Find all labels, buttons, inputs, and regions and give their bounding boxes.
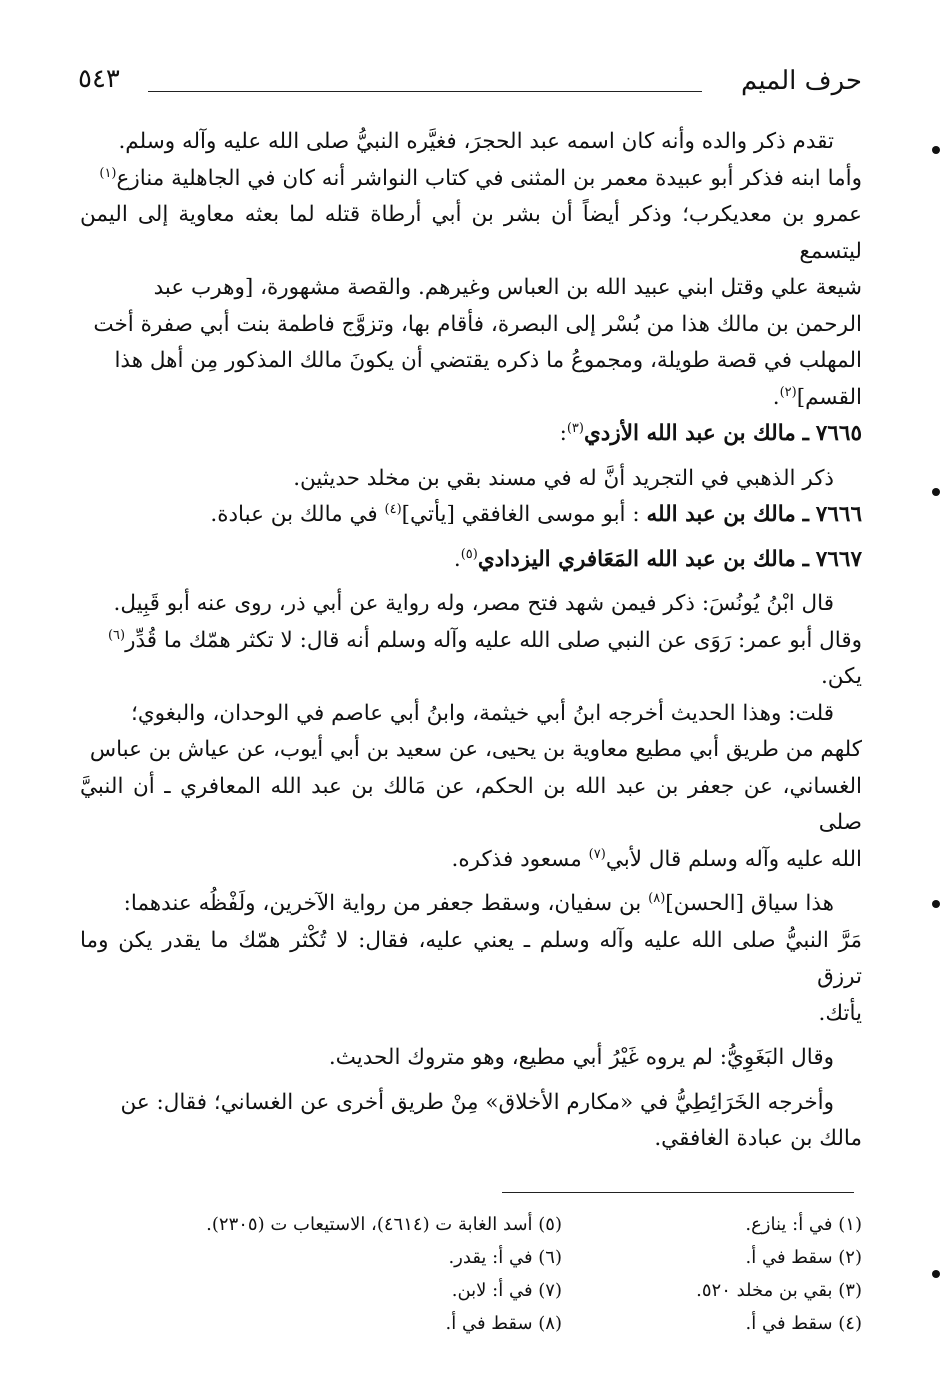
footnote-ref: (٧) xyxy=(588,846,606,862)
margin-mark xyxy=(932,488,940,496)
body-line xyxy=(80,659,862,696)
entry-number: ٧٦٦٧ xyxy=(815,546,862,572)
footnote: (٤) سقط في أ. xyxy=(745,1313,862,1334)
running-title: حرف الميم xyxy=(741,66,862,96)
footnote-ref: (٥) xyxy=(460,546,478,562)
text-line: شيعة علي وقتل ابني عبيد الله بن العباس وغيرهم. والقصة مشهورة، [وهرب عبد xyxy=(153,275,862,300)
entry-name: مالك بن عبد الله xyxy=(646,502,796,527)
body-line xyxy=(80,769,862,842)
body-line xyxy=(80,623,862,660)
footnote: (٢) سقط في أ. xyxy=(745,1247,862,1268)
entry-suffix: : xyxy=(559,421,567,446)
footnote: (٥) أسد الغابة ت (٤٦١٤)، الاستيعاب ت (٢٣٠٥). xyxy=(206,1214,562,1235)
entry-dash: ـ xyxy=(802,502,809,527)
margin-mark xyxy=(932,1270,940,1278)
entry-dash: ـ xyxy=(802,421,809,446)
body-line xyxy=(80,1085,862,1122)
text-line: ذكر الذهبي في التجريد أنَّ له في مسند بقي بن مخلد حديثين. xyxy=(293,465,834,491)
footnote: (٦) في أ: يقدر. xyxy=(448,1247,562,1268)
entry-suffix: . xyxy=(453,546,461,572)
header-rule xyxy=(148,91,702,92)
margin-mark xyxy=(932,146,940,154)
margin-mark xyxy=(932,900,940,908)
text-line: قال ابْنُ يُونُسَ: ذكر فيمن شهد فتح مصر، وله رواية عن أبي ذر، روى عنه أبو قَبِيل. xyxy=(113,591,834,616)
entry-7665-text xyxy=(80,461,862,498)
text-line: وقال أبو عمر: رَوَى عن النبي صلى الله عليه وآله وسلم أنه قال: لا تكثر همّك ما قُدِّر xyxy=(125,627,862,653)
text-line: وأخرجه الخَرَائِطِيُّ في «مكارم الأخلاق» مِنْ طريق أخرى عن الغساني؛ فقال: عن xyxy=(120,1089,834,1115)
page-number: ٥٤٣ xyxy=(78,64,120,94)
entry-number: ٧٦٦٦ xyxy=(815,502,862,527)
footnote: (٧) في أ: لابن. xyxy=(451,1280,562,1301)
body-line xyxy=(80,343,862,380)
body-line xyxy=(80,270,862,307)
body-line xyxy=(80,1040,862,1077)
footnote: (١) في أ: ينازع. xyxy=(745,1214,862,1235)
body-line xyxy=(80,1121,862,1158)
footnote-ref: (٦) xyxy=(107,627,126,643)
entry-text: : أبو موسى الغافقي [يأتي] xyxy=(401,502,640,527)
entry-text-after: في مالك بن عبادة. xyxy=(210,502,385,527)
text-line: هذا سياق [الحسن] xyxy=(665,891,834,916)
text-line: وأما ابنه فذكر أبو عبيدة معمر بن المثنى في كتاب النواشر أنه كان في الجاهلية منازع xyxy=(116,165,862,191)
text-line: الرحمن بن مالك هذا من بُسْر إلى البصرة، فأقام بها، وتزوَّج فاطمة بنت أبي صفرة أخت xyxy=(93,311,862,337)
footnote-ref: (٨) xyxy=(648,890,666,906)
entry-name: مالك بن عبد الله المَعَافري اليزدادي xyxy=(477,546,796,572)
entry-7665-heading xyxy=(80,416,862,453)
body-line xyxy=(80,886,862,923)
body-line xyxy=(80,124,862,161)
text-line: مالك بن عبادة الغافقي. xyxy=(654,1126,862,1151)
text-line: القسم] xyxy=(796,384,862,410)
text-line: الله عليه وآله وسلم قال لأبي xyxy=(605,846,862,872)
entry-dash: ـ xyxy=(802,546,809,572)
text-line: المهلب في قصة طويلة، ومجموعُ ما ذكره يقتضي أن يكونَ مالك المذكور مِن أهل هذا xyxy=(114,348,862,373)
footnote-ref: (١) xyxy=(99,165,117,181)
body-line xyxy=(80,842,862,879)
footnote: (٣) بقي بن مخلد ٥٢٠. xyxy=(696,1280,862,1301)
footnote-ref: (٤) xyxy=(384,501,402,517)
body-line xyxy=(80,696,862,733)
footnote: (٨) سقط في أ. xyxy=(445,1313,562,1334)
body-line: القسم]$^{(٢)}$. xyxy=(772,384,862,410)
text-line: وقال البَغَوِيُّ: لم يروه غَيْرُ أبي مطيع، وهو متروك الحديث. xyxy=(328,1045,834,1070)
text-line: يكن. xyxy=(820,664,862,689)
text-line: مَرَّ النبيُّ صلى الله عليه وآله وسلم ـ يعني عليه، فقال: لا تُكْثر همّك ما يقدر يكن وما ترزق xyxy=(80,927,862,989)
text-line: كلهم من طريق أبي مطيع معاوية بن يحيى، عن سعيد بن أبي أيوب، عن عياش بن عباس xyxy=(89,737,862,762)
page-header xyxy=(70,58,862,98)
footnotes-right-column xyxy=(562,1208,862,1340)
footnote-ref: (٢) xyxy=(779,384,797,400)
entry-7666-heading xyxy=(80,497,862,534)
entry-name: مالك بن عبد الله الأزدي xyxy=(583,421,796,446)
footnotes xyxy=(110,1208,862,1340)
footnotes-left-column xyxy=(110,1208,562,1340)
body-line xyxy=(80,923,862,996)
entry-number: ٧٦٦٥ xyxy=(815,421,862,446)
text-line: يأتك. xyxy=(818,1000,862,1026)
body-line xyxy=(80,161,862,198)
text-line: عمرو بن معديكرب؛ وذكر أيضاً أن بشر بن أبي أرطاة قتله لما بعثه معاوية إلى اليمن ليتسمع xyxy=(80,202,862,264)
body-line xyxy=(80,197,862,270)
body-line xyxy=(80,732,862,769)
body-line xyxy=(80,307,862,344)
body-line xyxy=(80,996,862,1033)
body-text xyxy=(80,124,862,1158)
body-line xyxy=(80,586,862,623)
footnote-rule xyxy=(502,1192,854,1193)
entry-7667-heading xyxy=(80,542,862,579)
text-line: قلت: وهذا الحديث أخرجه ابنُ أبي خيثمة، وابنُ أبي عاصم في الوحدان، والبغوي؛ xyxy=(130,700,834,726)
text-line: مسعود فذكره. xyxy=(451,846,589,872)
text-line: تقدم ذكر والده وأنه كان اسمه عبد الحجرَ، فغيَّره النبيُّ صلى الله عليه وآله وسلم. xyxy=(118,129,834,154)
text-line: بن سفيان، وسقط جعفر من رواية الآخرين، ولَفْظُه عندهما: xyxy=(123,891,649,916)
footnote-ref: (٣) xyxy=(566,420,584,436)
text-line: الغساني، عن جعفر بن عبد الله بن الحكم، عن مَالك بن عبد الله المعافري ـ أن النبيَّ صلى xyxy=(80,773,862,835)
